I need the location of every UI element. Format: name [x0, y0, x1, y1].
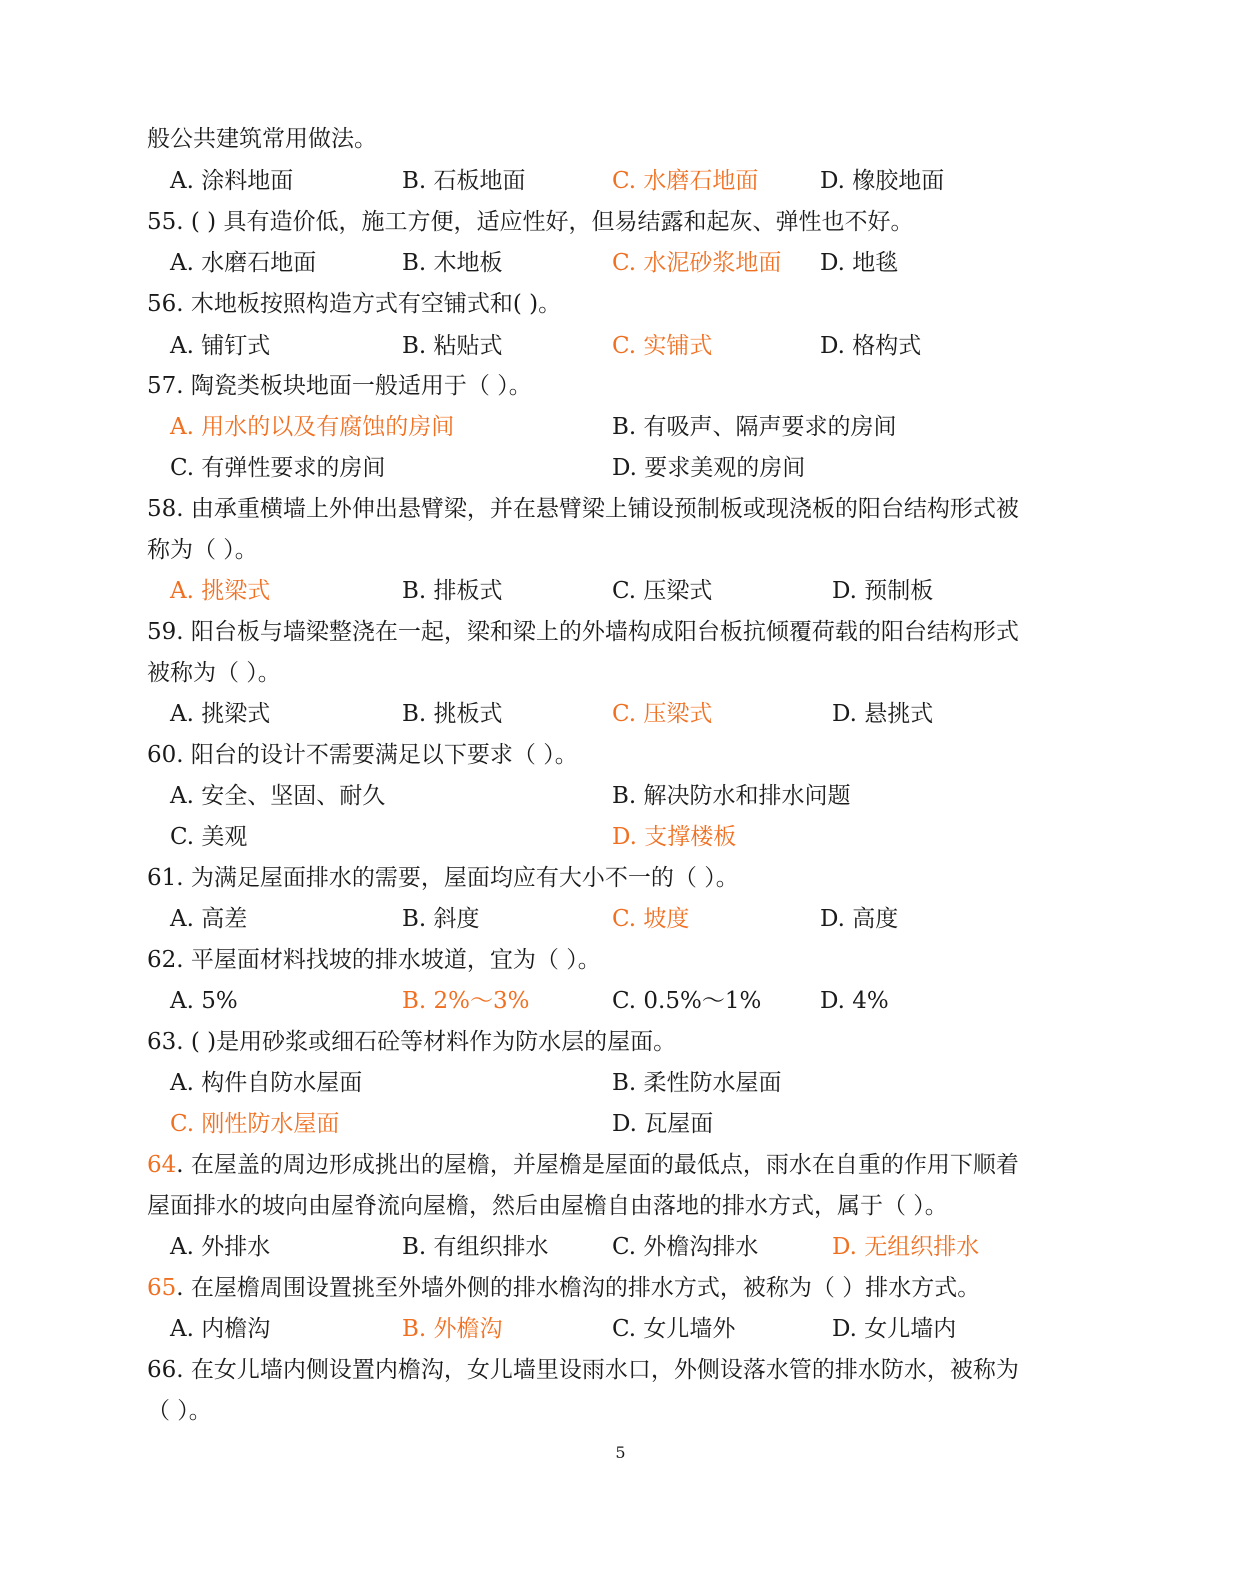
q59-option-a: A. 挑梁式: [170, 701, 271, 727]
q58-option-a-answer: A. 挑梁式: [170, 578, 271, 604]
q64-question-line1: [147, 1150, 1019, 1180]
q64-option-b: B. 有组织排水: [402, 1234, 549, 1260]
q57-option-a-answer: A. 用水的以及有腐蚀的房间: [170, 414, 455, 440]
q56-option-a: A. 铺钉式: [170, 333, 271, 359]
q56-option-b: B. 粘贴式: [402, 333, 503, 359]
q58-question-line2: 称为（ ）。: [147, 537, 258, 563]
q64-text-line1: . 在屋盖的周边形成挑出的屋檐，并屋檐是屋面的最低点，雨水在自重的作用下顺着: [176, 1152, 1019, 1178]
q65-option-b-answer: B. 外檐沟: [402, 1316, 503, 1342]
q55-option-a: A. 水磨石地面: [170, 250, 317, 276]
q58-question-line1: 58. 由承重横墙上外伸出悬臂梁，并在悬臂梁上铺设预制板或现浇板的阳台结构形式被: [147, 496, 1019, 522]
q65-number: 65: [147, 1275, 177, 1301]
q63-option-a: A. 构件自防水屋面: [170, 1070, 363, 1096]
q62-option-d: D. 4%: [820, 988, 889, 1014]
q60-option-b: B. 解决防水和排水问题: [612, 783, 851, 809]
q64-option-a: A. 外排水: [170, 1234, 271, 1260]
q57-option-c: C. 有弹性要求的房间: [170, 455, 386, 481]
q66-question-line2: （ ）。: [147, 1398, 212, 1424]
q60-option-a: A. 安全、坚固、耐久: [170, 783, 386, 809]
q60-option-d-answer: D. 支撑楼板: [612, 824, 737, 850]
q64-option-d-answer: D. 无组织排水: [832, 1234, 980, 1260]
q60-question: 60. 阳台的设计不需要满足以下要求（ ）。: [147, 742, 578, 768]
q56-option-d: D. 格构式: [820, 333, 922, 359]
q55-question: 55. ( ) 具有造价低，施工方便，适应性好，但易结露和起灰、弹性也不好。: [147, 209, 914, 235]
q65-text: . 在屋檐周围设置挑至外墙外侧的排水檐沟的排水方式，被称为（ ）排水方式。: [176, 1275, 981, 1301]
q54-option-c-answer: C. 水磨石地面: [612, 168, 759, 194]
q65-option-a: A. 内檐沟: [170, 1316, 271, 1342]
q57-question: 57. 陶瓷类板块地面一般适用于（ ）。: [147, 373, 532, 399]
q66-question-line1: 66. 在女儿墙内侧设置内檐沟，女儿墙里设雨水口，外侧设落水管的排水防水，被称为: [147, 1357, 1019, 1383]
q58-option-c: C. 压梁式: [612, 578, 713, 604]
q59-option-d: D. 悬挑式: [832, 701, 934, 727]
q54-option-a: A. 涂料地面: [170, 168, 294, 194]
q60-option-c: C. 美观: [170, 824, 248, 850]
q65-option-c: C. 女儿墙外: [612, 1316, 736, 1342]
q56-option-c-answer: C. 实铺式: [612, 333, 713, 359]
q63-option-b: B. 柔性防水屋面: [612, 1070, 782, 1096]
q61-option-b: B. 斜度: [402, 906, 480, 932]
q63-question: 63. ( )是用砂浆或细石砼等材料作为防水层的屋面。: [147, 1029, 677, 1055]
q59-question-line1: 59. 阳台板与墙梁整浇在一起，梁和梁上的外墙构成阳台板抗倾覆荷载的阳台结构形式: [147, 619, 1019, 645]
q54-option-b: B. 石板地面: [402, 168, 526, 194]
q56-question: 56. 木地板按照构造方式有空铺式和( )。: [147, 291, 562, 317]
q61-option-c-answer: C. 坡度: [612, 906, 690, 932]
q65-option-d: D. 女儿墙内: [832, 1316, 957, 1342]
q54-option-d: D. 橡胶地面: [820, 168, 945, 194]
q55-option-d: D. 地毯: [820, 250, 899, 276]
q57-option-b: B. 有吸声、隔声要求的房间: [612, 414, 897, 440]
q65-question: [147, 1273, 980, 1303]
q57-option-d: D. 要求美观的房间: [612, 455, 806, 481]
q64-number: 64: [147, 1152, 177, 1178]
q62-option-c: C. 0.5%～1%: [612, 988, 762, 1014]
intro-text: 般公共建筑常用做法。: [147, 126, 377, 152]
q58-option-b: B. 排板式: [402, 578, 503, 604]
q64-option-c: C. 外檐沟排水: [612, 1234, 759, 1260]
q61-option-a: A. 高差: [170, 906, 248, 932]
q55-option-b: B. 木地板: [402, 250, 503, 276]
q63-option-c-answer: C. 刚性防水屋面: [170, 1111, 340, 1137]
q62-option-b-answer: B. 2%～3%: [402, 988, 530, 1014]
q59-option-b: B. 挑板式: [402, 701, 503, 727]
q63-option-d: D. 瓦屋面: [612, 1111, 714, 1137]
q62-option-a: A. 5%: [170, 988, 238, 1014]
q58-option-d: D. 预制板: [832, 578, 934, 604]
page-number: 5: [615, 1443, 626, 1462]
q55-option-c-answer: C. 水泥砂浆地面: [612, 250, 782, 276]
q62-question: 62. 平屋面材料找坡的排水坡道，宜为（ ）。: [147, 947, 601, 973]
q64-question-line2: 屋面排水的坡向由屋脊流向屋檐，然后由屋檐自由落地的排水方式，属于（ ）。: [147, 1193, 948, 1219]
q61-question: 61. 为满足屋面排水的需要，屋面均应有大小不一的（ ）。: [147, 865, 739, 891]
q59-question-line2: 被称为（ ）。: [147, 660, 281, 686]
q61-option-d: D. 高度: [820, 906, 899, 932]
q59-option-c-answer: C. 压梁式: [612, 701, 713, 727]
